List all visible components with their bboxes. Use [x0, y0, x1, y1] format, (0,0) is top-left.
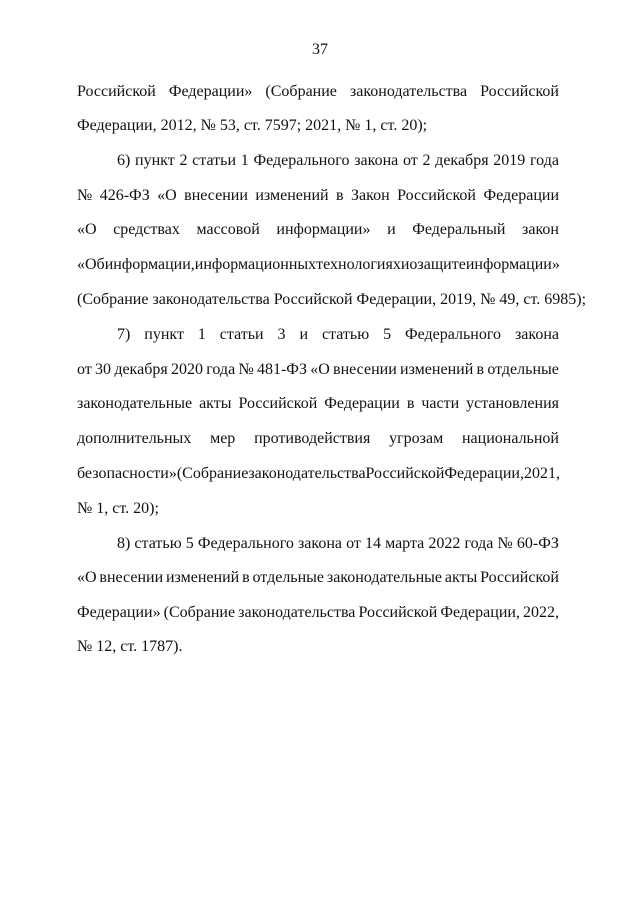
text-segment: законодательства [349, 83, 468, 100]
text-segment: в [476, 361, 485, 378]
text-segment: законодательства [238, 604, 356, 621]
text-segment: Российской [365, 465, 445, 482]
text-segment: года [464, 535, 494, 552]
text-segment: 1 [240, 152, 249, 169]
text-segment: 5 [383, 326, 392, 343]
text-segment: изменений [165, 569, 240, 586]
text-segment: Российской [480, 83, 559, 100]
text-segment: статьи [192, 152, 236, 169]
text-segment: пункт [135, 152, 175, 169]
text-segment: Федерации, [444, 465, 524, 482]
text-segment: изменений [255, 187, 329, 204]
text-segment: отдельные [487, 361, 559, 378]
text-segment: (Собрание [265, 83, 337, 100]
text-segment: в [336, 187, 344, 204]
text-segment: пункт [144, 326, 184, 343]
text-segment: Федерации» [77, 604, 161, 621]
text-segment: в [242, 569, 250, 586]
text-segment: «О [77, 221, 97, 238]
text-segment: № 1, ст. 20); [77, 500, 159, 517]
text-line [77, 499, 559, 519]
text-segment: «О [310, 361, 330, 378]
text-segment: 14 [364, 535, 381, 552]
text-segment: Российской [480, 569, 559, 586]
text-segment: «О [77, 569, 97, 586]
text-segment: информации» [276, 221, 371, 238]
text-segment: закон [522, 221, 559, 238]
text-segment: акты [444, 569, 478, 586]
text-segment: и [387, 221, 396, 238]
text-segment: Федерации [483, 187, 559, 204]
text-line [77, 464, 559, 484]
text-segment: 426-ФЗ [99, 187, 150, 204]
text-segment: Федерального [253, 152, 350, 169]
text-line [77, 360, 559, 380]
text-segment: 2022, [523, 604, 559, 621]
text-segment: № 12, ст. 1787). [77, 638, 183, 655]
text-line [77, 220, 559, 240]
text-line [77, 82, 559, 102]
text-segment: № [77, 187, 93, 204]
text-segment: (Собрание законодательства Российской Федерации, 2019, № 49, ст. 6985); [77, 291, 587, 308]
text-segment: защите [417, 256, 466, 273]
text-segment: дополнительных [77, 430, 192, 447]
text-line [77, 637, 559, 657]
text-segment: 3 [277, 326, 286, 343]
text-segment: 30 [95, 361, 112, 378]
text-line [77, 116, 559, 136]
text-segment: и [299, 326, 309, 343]
text-segment: статью [321, 326, 370, 343]
text-segment: «О [157, 187, 177, 204]
text-segment: Федерального [405, 326, 502, 343]
text-line [77, 603, 559, 623]
text-segment: Федеральный [412, 221, 506, 238]
text-segment: Федерации» [168, 83, 253, 100]
text-segment: 2 [422, 152, 431, 169]
text-segment: № [497, 535, 513, 552]
text-segment: 5 [185, 535, 194, 552]
text-segment: статьи [219, 326, 264, 343]
text-segment: Федерального [197, 535, 294, 552]
text-line [117, 325, 559, 345]
text-segment: от [402, 152, 418, 169]
text-line [77, 429, 559, 449]
text-segment: внесении [184, 187, 248, 204]
text-segment: 7) [117, 326, 131, 343]
text-segment: Федерации, 2012, № 53, ст. 7597; 2021, № 1, ст. 20); [77, 117, 428, 134]
text-line [117, 534, 559, 554]
text-segment: информации, [104, 256, 195, 273]
text-segment: № [238, 361, 254, 378]
text-segment: о [409, 256, 418, 273]
text-line [77, 394, 559, 414]
text-segment: внесении [333, 361, 397, 378]
text-segment: 2020 [170, 361, 203, 378]
text-segment: 2 [179, 152, 188, 169]
text-segment: (Собрание [176, 465, 249, 482]
text-line [77, 290, 587, 310]
text-segment: Российской [238, 395, 318, 412]
text-segment: законодательства [248, 465, 366, 482]
text-segment: массовой [196, 221, 260, 238]
text-segment: года [529, 152, 559, 169]
text-segment: 6) [117, 152, 131, 169]
text-line [77, 255, 559, 275]
text-segment: Федерации [324, 395, 400, 412]
text-segment: Российской [397, 187, 476, 204]
text-segment: Российской [77, 83, 156, 100]
text-segment: Закон [351, 187, 390, 204]
text-segment: безопасности» [77, 465, 177, 482]
text-segment: Российской [358, 604, 438, 621]
text-segment: национальной [461, 430, 559, 447]
text-segment: изменений [400, 361, 474, 378]
page-number: 37 [312, 41, 328, 58]
text-segment: Федерации, [440, 604, 520, 621]
text-segment: 8) [117, 535, 131, 552]
text-segment: декабря [114, 361, 168, 378]
text-segment: 481-ФЗ [256, 361, 307, 378]
text-segment: части [421, 395, 460, 412]
text-segment: (Собрание [163, 604, 236, 621]
text-segment: закона [514, 326, 559, 343]
text-segment: марта [385, 535, 425, 552]
text-segment: технологиях [316, 256, 401, 273]
text-segment: статью [134, 535, 182, 552]
text-segment: 1 [197, 326, 206, 343]
text-segment: средствах [113, 221, 180, 238]
text-segment: законодательные [326, 569, 442, 586]
text-segment: от [346, 535, 361, 552]
text-segment: закона [354, 152, 399, 169]
text-segment: акты [199, 395, 232, 412]
text-segment: мер [210, 430, 236, 447]
text-segment: от [77, 361, 92, 378]
text-segment: угрозам [389, 430, 444, 447]
text-line [77, 568, 559, 588]
text-segment: 2019 [493, 152, 526, 169]
text-segment: декабря [435, 152, 489, 169]
text-segment: «Об [77, 256, 105, 273]
text-segment: информации» [465, 256, 560, 273]
text-segment: закона [297, 535, 342, 552]
text-segment: противодействия [254, 430, 371, 447]
text-segment: отдельные [252, 569, 325, 586]
text-segment: установления [466, 395, 559, 412]
text-segment: внесении [99, 569, 164, 586]
text-segment: года [206, 361, 236, 378]
text-segment: 2021, [523, 465, 560, 482]
text-line [77, 186, 559, 206]
text-segment: информационных [194, 256, 317, 273]
text-segment: законодательные [77, 395, 193, 412]
text-segment: 60-ФЗ [516, 535, 559, 552]
text-line [117, 151, 559, 171]
text-segment: 2022 [428, 535, 461, 552]
text-segment: в [406, 395, 415, 412]
text-segment: и [400, 256, 410, 273]
